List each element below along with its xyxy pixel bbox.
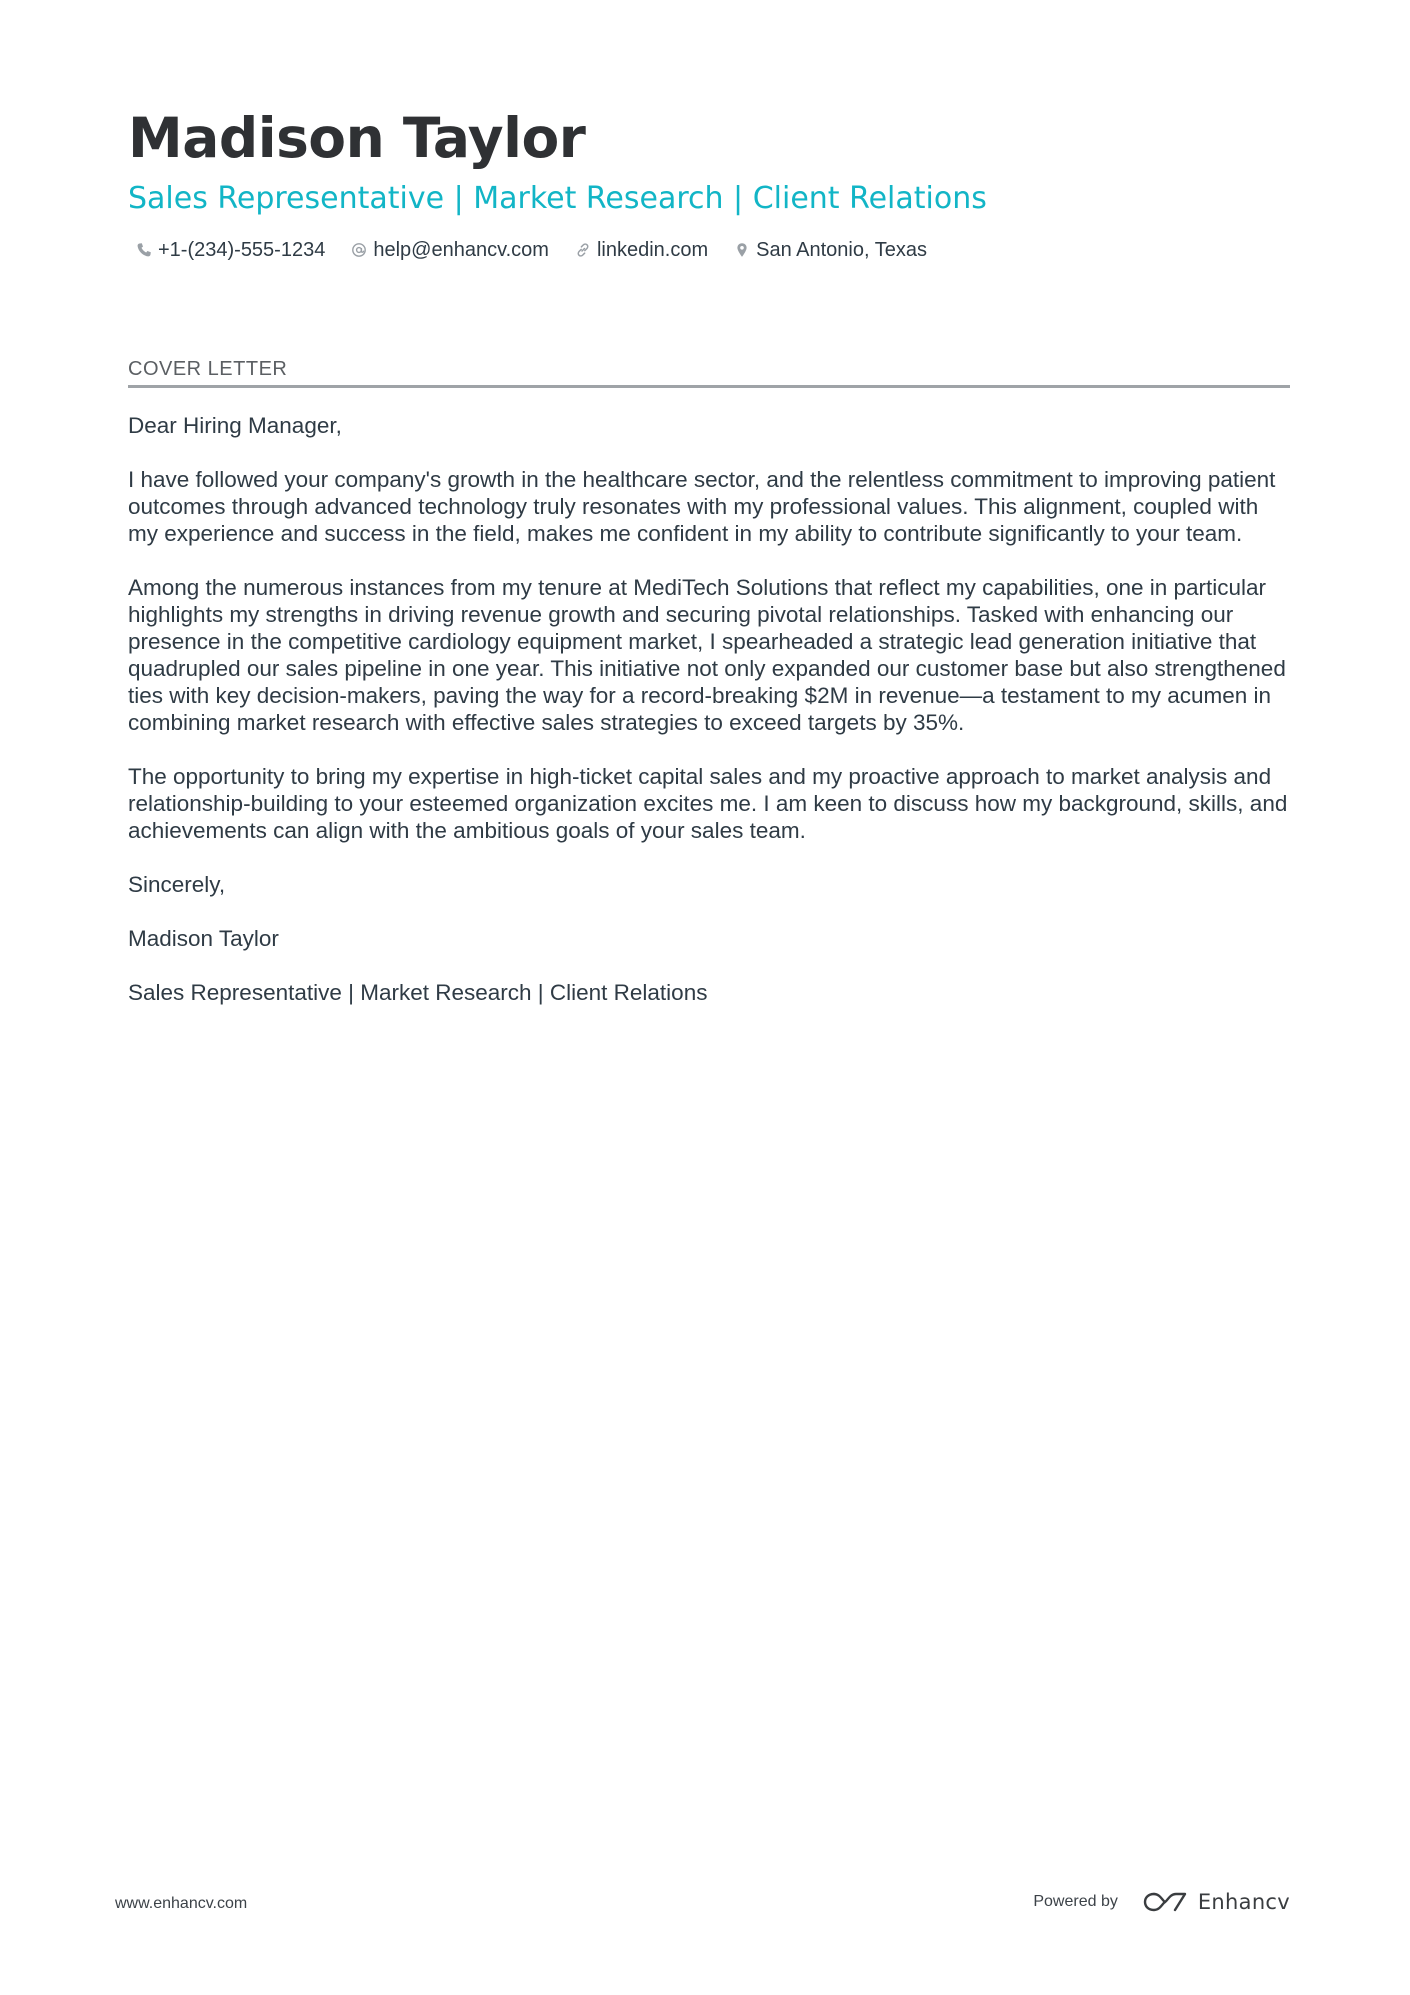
letter-paragraph: I have followed your company's growth in the healthcare sector, and the relentless commitment to improving patient outcomes through advanced technology truly resonates with my professional values. This alignment, coupled with my experience and success in the field, makes me confident in my ability to contribute significantly to your team. [128, 466, 1276, 546]
contact-bar [128, 239, 1290, 262]
powered-by-label: Powered by [1033, 1893, 1118, 1910]
enhancv-logo[interactable] [1142, 1889, 1290, 1915]
enhancv-logo-icon [1142, 1889, 1188, 1915]
cover-letter-page [128, 108, 1290, 1033]
letter-greeting: Dear Hiring Manager, [128, 412, 342, 438]
enhancv-logo-text: Enhancv [1197, 1890, 1290, 1914]
contact-location-value: San Antonio, Texas [756, 238, 927, 261]
section-title-cover-letter: COVER LETTER [128, 358, 1290, 388]
contact-linkedin [575, 239, 708, 262]
contact-phone-value: +1-(234)-555-1234 [158, 238, 326, 261]
location-pin-icon [734, 242, 750, 258]
contact-location [734, 239, 927, 262]
candidate-name: Madison Taylor [128, 106, 586, 170]
footer-powered-by [1033, 1889, 1290, 1915]
signature-name: Madison Taylor [128, 925, 279, 951]
footer-website-link[interactable]: www.enhancv.com [115, 1895, 248, 1912]
contact-email [351, 239, 549, 262]
link-icon [575, 242, 591, 258]
phone-icon [136, 242, 152, 258]
letter-paragraph: Among the numerous instances from my tenure at MediTech Solutions that reflect my capabilities, one in particular highlights my strengths in driving revenue growth and securing pivotal relationships. Tasked with enhancing our presence in the competitive cardiology equipment market, I spearheaded a strategic lead generation initiative that quadrupled our sales pipeline in one year. This initiative not only expanded our customer base but also strengthened ties with key decision-makers, paving the way for a record-breaking $2M in revenue—a testament to my acumen in combining market research with effective sales strategies to exceed targets by 35%. [128, 574, 1286, 735]
contact-email-value: help@enhancv.com [373, 238, 549, 261]
letter-closing: Sincerely, [128, 871, 226, 897]
candidate-headline: Sales Representative | Market Research | Client Relations [128, 180, 987, 216]
letter-paragraph: The opportunity to bring my expertise in high-ticket capital sales and my proactive approach to market analysis and relationship-building to your esteemed organization excites me. I am keen to discuss how my background, skills, and achievements can align with the ambitious goals of your sales team. [128, 763, 1288, 843]
contact-linkedin-value: linkedin.com [596, 238, 709, 261]
at-icon [351, 242, 367, 258]
signature-title: Sales Representative | Market Research | Client Relations [128, 979, 708, 1005]
letter-body [128, 412, 1290, 1006]
contact-phone [136, 239, 325, 262]
